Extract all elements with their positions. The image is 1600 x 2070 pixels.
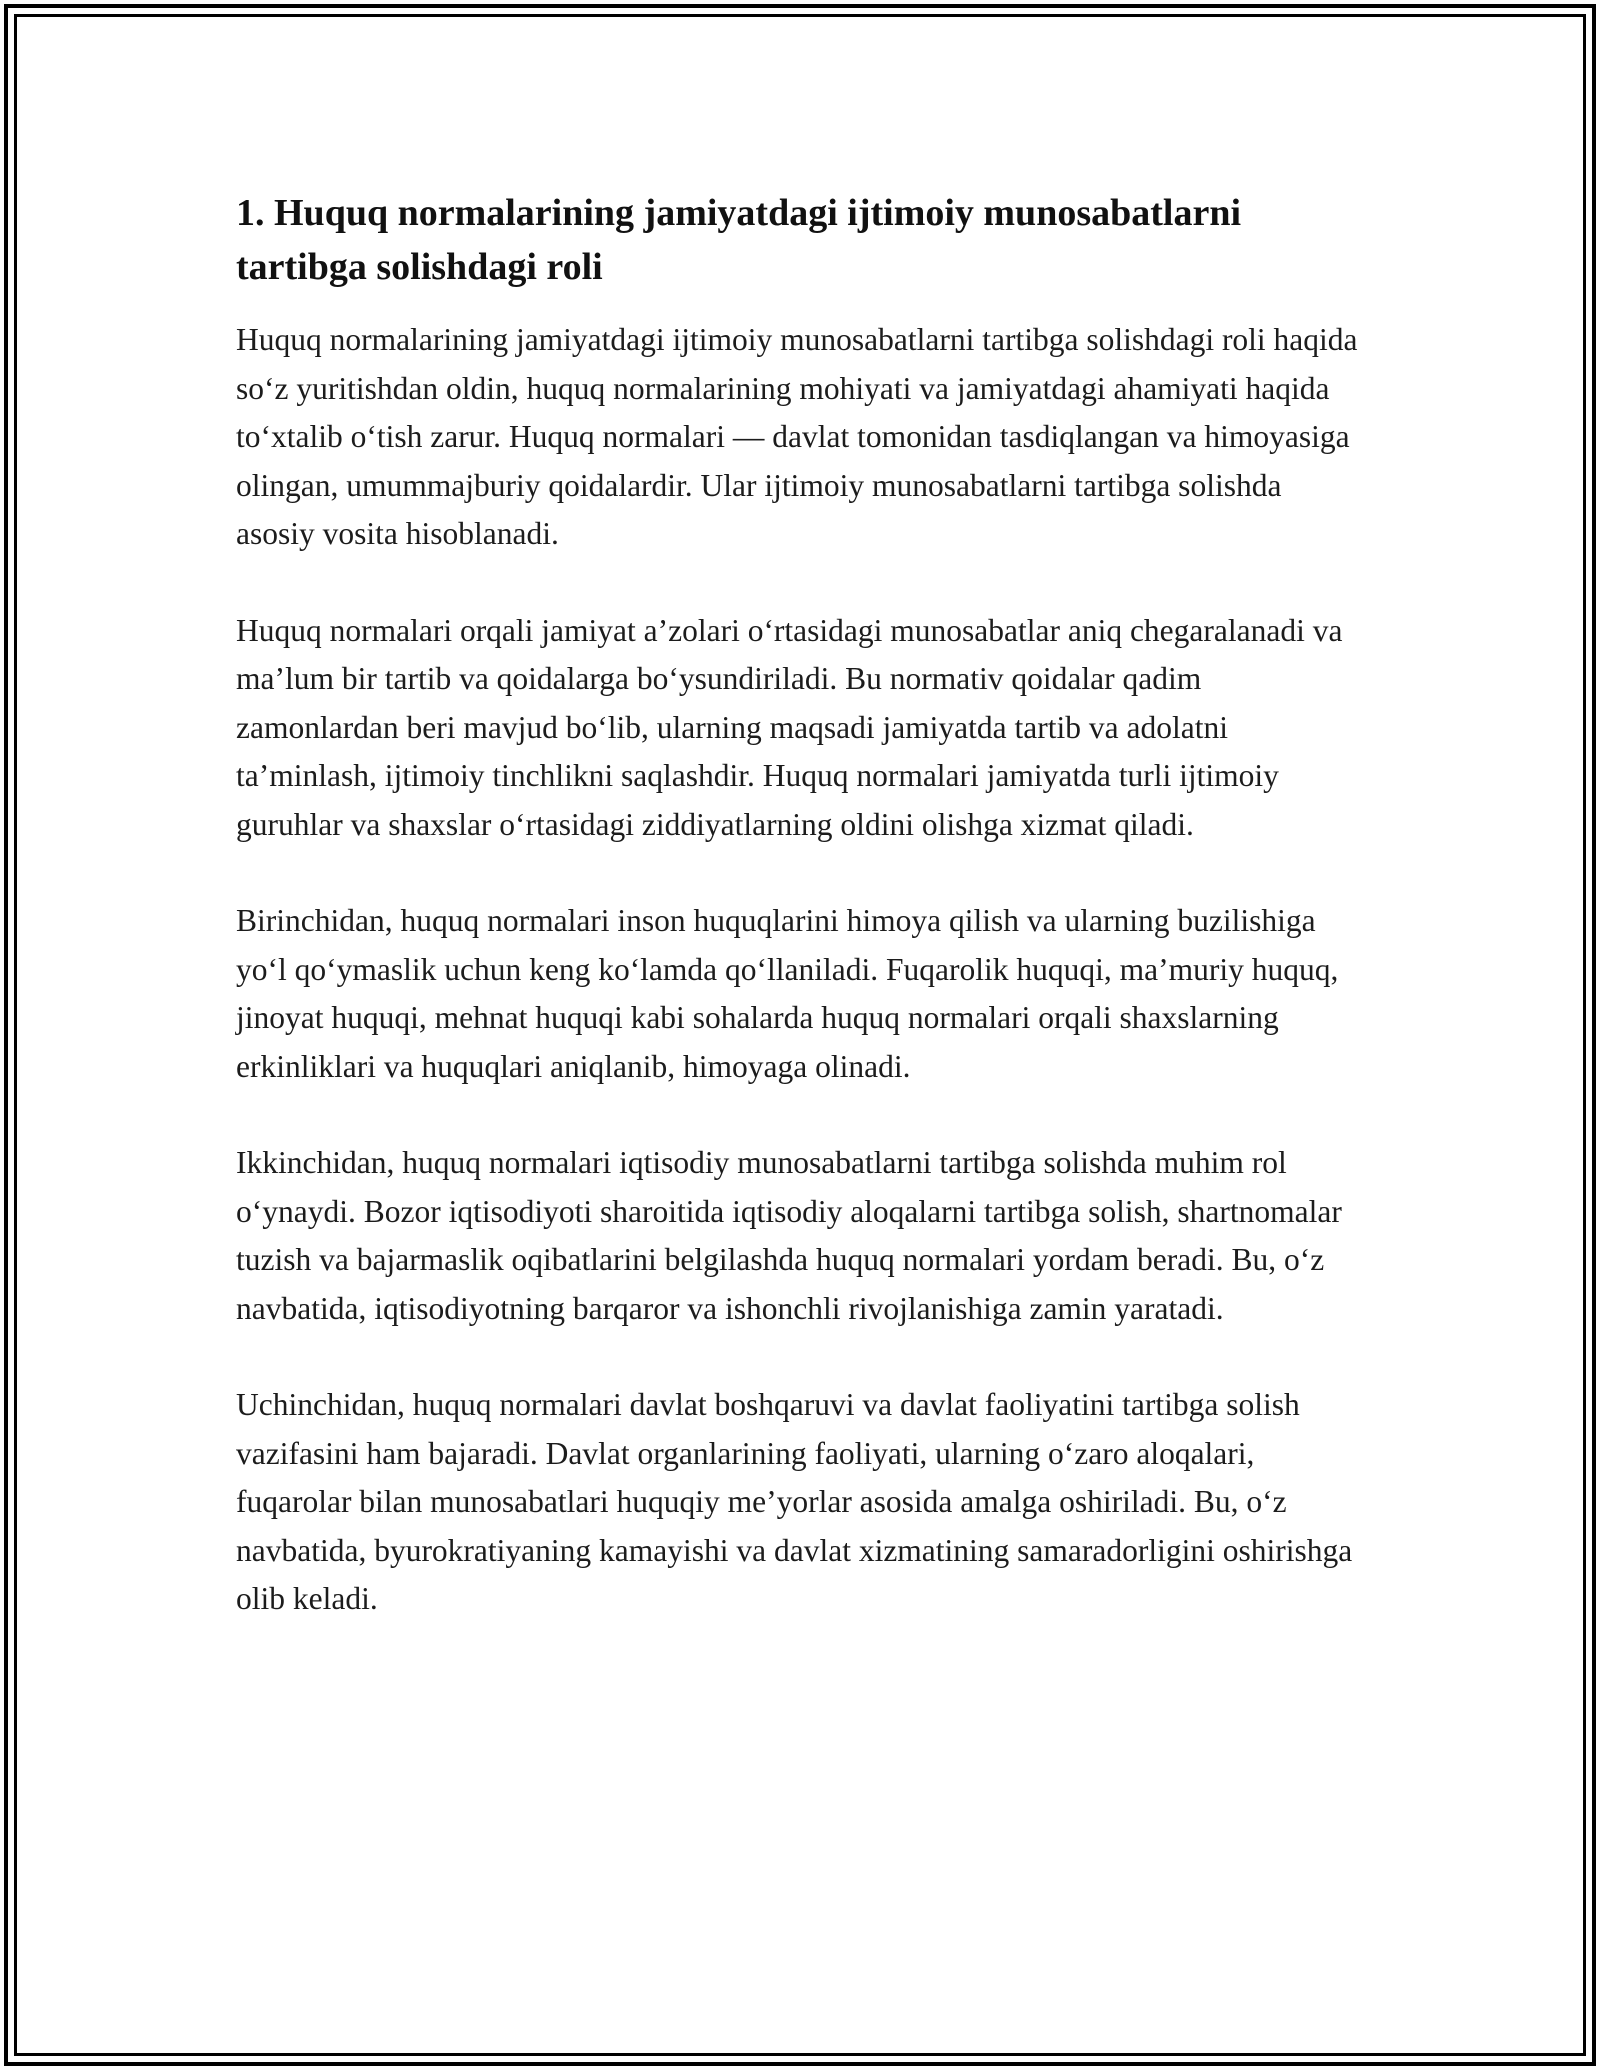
section-heading: 1. Huquq normalarining jamiyatdagi ijtimoiy munosabatlarni tartibga solishdagi roli <box>236 192 1242 288</box>
paragraph-first: Birinchidan, huquq normalari inson huquqlarini himoya qilish va ularning buzilishiga yo‘l qo‘ymaslik uchun keng ko‘lamda qo‘llaniladi. Fuqarolik huquqi, ma’muriy huquq, jinoyat huquqi, mehnat huquqi kabi sohalarda huquq normalari orqali shaxslarning erkinliklari va huquqlari aniqlanib, himoyaga olinadi. <box>236 903 1339 1084</box>
document-body <box>236 186 1366 1672</box>
paragraph-third: Uchinchidan, huquq normalari davlat boshqaruvi va davlat faoliyatini tartibga solish vazifasini ham bajaradi. Davlat organlarining faoliyati, ularning o‘zaro aloqalari, fuqarolar bilan munosabatlari huquqiy me’yorlar asosida amalga oshiriladi. Bu, o‘z navbatida, byurokratiyaning kamayishi va davlat xizmatining samaradorligini oshirishga olib keladi. <box>236 1387 1353 1616</box>
paragraph-second: Ikkinchidan, huquq normalari iqtisodiy munosabatlarni tartibga solishda muhim rol o‘ynaydi. Bozor iqtisodiyoti sharoitida iqtisodiy aloqalarni tartibga solish, shartnomalar tuzish va bajarmaslik oqibatlarini belgilashda huquq normalari yordam beradi. Bu, o‘z navbatida, iqtisodiyotning barqaror va ishonchli rivojlanishiga zamin yaratadi. <box>236 1145 1342 1326</box>
paragraph-intro: Huquq normalarining jamiyatdagi ijtimoiy munosabatlarni tartibga solishdagi roli haqida so‘z yuritishdan oldin, huquq normalarining mohiyati va jamiyatdagi ahamiyati haqida to‘xtalib o‘tish zarur. Huquq normalari — davlat tomonidan tasdiqlangan va himoyasiga olingan, umummajburiy qoidalardir. Ular ijtimoiy munosabatlarni tartibga solishda asosiy vosita hisoblanadi. <box>236 322 1358 551</box>
paragraph-relations: Huquq normalari orqali jamiyat a’zolari o‘rtasidagi munosabatlar aniq chegaralanadi va ma’lum bir tartib va qoidalarga bo‘ysundiriladi. Bu normativ qoidalar qadim zamonlardan beri mavjud bo‘lib, ularning maqsadi jamiyatda tartib va adolatni ta’minlash, ijtimoiy tinchlikni saqlashdir. Huquq normalari jamiyatda turli ijtimoiy guruhlar va shaxslar o‘rtasidagi ziddiyatlarning oldini olishga xizmat qiladi. <box>236 612 1343 842</box>
